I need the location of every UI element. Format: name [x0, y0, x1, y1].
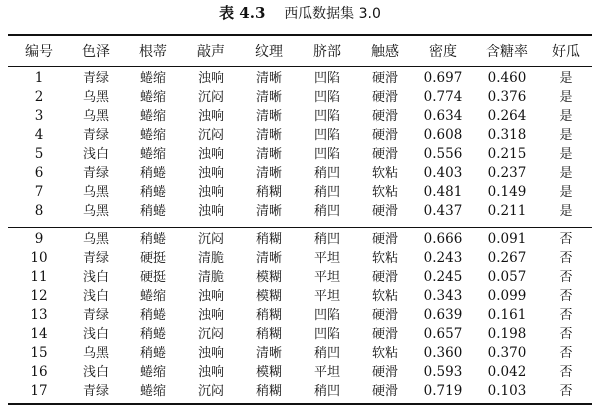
header-rule	[8, 66, 592, 67]
cell-id: 2	[34, 89, 44, 105]
cell-root: 蜷缩	[139, 289, 166, 304]
cell-sugar: 0.318	[487, 127, 527, 143]
cell-navel: 凹陷	[313, 71, 340, 86]
cell-navel: 稍凹	[313, 185, 340, 200]
cell-texture: 稍糊	[255, 308, 282, 323]
cell-color: 青绿	[82, 71, 109, 86]
cell-touch: 软粘	[371, 251, 398, 266]
table-row	[8, 345, 592, 362]
table-row	[8, 307, 592, 324]
cell-touch: 硬滑	[371, 71, 398, 86]
cell-sugar: 0.149	[487, 184, 527, 200]
cell-navel: 凹陷	[313, 327, 340, 342]
cell-sound: 沉闷	[197, 90, 224, 105]
cell-texture: 清晰	[255, 204, 282, 219]
cell-texture: 稍糊	[255, 185, 282, 200]
header-root: 根蒂	[139, 44, 167, 60]
cell-touch: 硬滑	[371, 365, 398, 380]
cell-color: 浅白	[82, 270, 109, 285]
cell-root: 蜷缩	[139, 71, 166, 86]
cell-good-melon: 否	[559, 365, 573, 380]
cell-touch: 软粘	[371, 185, 398, 200]
cell-density: 0.360	[423, 345, 463, 361]
cell-good-melon: 是	[559, 204, 573, 219]
cell-sugar: 0.103	[487, 383, 527, 399]
cell-density: 0.437	[423, 203, 463, 219]
cell-color: 乌黑	[82, 232, 109, 247]
cell-texture: 清晰	[255, 147, 282, 162]
cell-sound: 清脆	[197, 251, 224, 266]
cell-navel: 稍凹	[313, 204, 340, 219]
table-row	[8, 203, 592, 220]
cell-sound: 浊响	[197, 109, 224, 124]
cell-touch: 硬滑	[371, 90, 398, 105]
cell-root: 蜷缩	[139, 128, 166, 143]
cell-texture: 清晰	[255, 251, 282, 266]
cell-density: 0.245	[423, 269, 463, 285]
cell-id: 6	[34, 165, 44, 181]
cell-density: 0.593	[423, 364, 463, 380]
cell-sugar: 0.376	[487, 89, 527, 105]
cell-texture: 稍糊	[255, 384, 282, 399]
cell-texture: 模糊	[255, 270, 282, 285]
cell-sound: 浊响	[197, 147, 224, 162]
cell-root: 蜷缩	[139, 365, 166, 380]
cell-sugar: 0.099	[487, 288, 527, 304]
cell-sugar: 0.370	[487, 345, 527, 361]
cell-good-melon: 是	[559, 71, 573, 86]
cell-sugar: 0.264	[487, 108, 527, 124]
table-row	[8, 89, 592, 106]
top-rule	[8, 34, 592, 36]
cell-navel: 平坦	[313, 251, 340, 266]
header-navel: 脐部	[313, 44, 341, 60]
table-row	[8, 231, 592, 248]
cell-id: 11	[30, 269, 48, 285]
cell-density: 0.243	[423, 250, 463, 266]
cell-id: 9	[34, 231, 44, 247]
cell-color: 乌黑	[82, 109, 109, 124]
table-row	[8, 250, 592, 267]
header-density: 密度	[429, 44, 457, 60]
group-divider-rule	[8, 227, 592, 228]
cell-navel: 凹陷	[313, 147, 340, 162]
cell-sound: 清脆	[197, 270, 224, 285]
cell-navel: 凹陷	[313, 128, 340, 143]
cell-texture: 清晰	[255, 71, 282, 86]
cell-root: 硬挺	[139, 270, 166, 285]
cell-sugar: 0.237	[487, 165, 527, 181]
cell-id: 13	[30, 307, 48, 323]
cell-navel: 稍凹	[313, 232, 340, 247]
cell-root: 稍蜷	[139, 204, 166, 219]
cell-good-melon: 是	[559, 128, 573, 143]
table-title: 西瓜数据集 3.0	[284, 6, 381, 22]
cell-sugar: 0.042	[487, 364, 527, 380]
cell-sugar: 0.198	[487, 326, 527, 342]
table-number: 表 4.3	[219, 4, 266, 22]
bottom-rule	[8, 403, 592, 405]
cell-sound: 沉闷	[197, 384, 224, 399]
cell-color: 浅白	[82, 365, 109, 380]
cell-sound: 浊响	[197, 204, 224, 219]
header-sugar: 含糖率	[486, 44, 528, 60]
cell-root: 蜷缩	[139, 147, 166, 162]
cell-color: 青绿	[82, 251, 109, 266]
header-good-melon: 好瓜	[552, 44, 580, 60]
cell-color: 乌黑	[82, 346, 109, 361]
cell-good-melon: 否	[559, 270, 573, 285]
cell-touch: 软粘	[371, 346, 398, 361]
cell-sugar: 0.091	[487, 231, 527, 247]
cell-density: 0.403	[423, 165, 463, 181]
cell-navel: 平坦	[313, 289, 340, 304]
cell-root: 稍蜷	[139, 327, 166, 342]
cell-navel: 稍凹	[313, 346, 340, 361]
cell-id: 15	[30, 345, 48, 361]
table-caption	[0, 4, 600, 23]
cell-density: 0.481	[423, 184, 463, 200]
cell-good-melon: 否	[559, 384, 573, 399]
cell-touch: 硬滑	[371, 109, 398, 124]
cell-good-melon: 否	[559, 251, 573, 266]
cell-texture: 清晰	[255, 90, 282, 105]
table-header-row	[8, 42, 592, 62]
cell-id: 8	[34, 203, 44, 219]
cell-good-melon: 是	[559, 147, 573, 162]
cell-sound: 浊响	[197, 308, 224, 323]
header-sound: 敲声	[197, 44, 225, 60]
table-row	[8, 108, 592, 125]
cell-texture: 清晰	[255, 109, 282, 124]
cell-color: 青绿	[82, 384, 109, 399]
cell-root: 蜷缩	[139, 90, 166, 105]
cell-touch: 硬滑	[371, 384, 398, 399]
cell-texture: 稍糊	[255, 232, 282, 247]
cell-touch: 硬滑	[371, 128, 398, 143]
cell-sound: 沉闷	[197, 327, 224, 342]
cell-density: 0.666	[423, 231, 463, 247]
cell-color: 乌黑	[82, 90, 109, 105]
table-row	[8, 127, 592, 144]
table-row	[8, 146, 592, 163]
cell-texture: 清晰	[255, 128, 282, 143]
table-row	[8, 326, 592, 343]
cell-id: 17	[30, 383, 48, 399]
header-touch: 触感	[371, 44, 399, 60]
cell-texture: 模糊	[255, 289, 282, 304]
cell-texture: 清晰	[255, 166, 282, 181]
cell-sound: 浊响	[197, 289, 224, 304]
table-row	[8, 165, 592, 182]
cell-good-melon: 否	[559, 308, 573, 323]
cell-color: 青绿	[82, 166, 109, 181]
cell-root: 蜷缩	[139, 109, 166, 124]
cell-sugar: 0.215	[487, 146, 527, 162]
cell-id: 5	[34, 146, 44, 162]
cell-root: 稍蜷	[139, 185, 166, 200]
cell-density: 0.343	[423, 288, 463, 304]
cell-good-melon: 否	[559, 232, 573, 247]
cell-root: 硬挺	[139, 251, 166, 266]
cell-touch: 软粘	[371, 289, 398, 304]
table-row	[8, 364, 592, 381]
cell-density: 0.556	[423, 146, 463, 162]
cell-sound: 浊响	[197, 71, 224, 86]
cell-good-melon: 是	[559, 90, 573, 105]
cell-id: 14	[30, 326, 48, 342]
cell-good-melon: 否	[559, 327, 573, 342]
cell-sound: 浊响	[197, 166, 224, 181]
cell-color: 青绿	[82, 308, 109, 323]
table-row	[8, 70, 592, 87]
cell-sound: 浊响	[197, 346, 224, 361]
cell-good-melon: 是	[559, 166, 573, 181]
cell-navel: 平坦	[313, 365, 340, 380]
cell-density: 0.634	[423, 108, 463, 124]
cell-texture: 模糊	[255, 365, 282, 380]
table-row	[8, 269, 592, 286]
cell-navel: 平坦	[313, 270, 340, 285]
cell-color: 乌黑	[82, 204, 109, 219]
header-id: 编号	[25, 44, 53, 60]
cell-navel: 凹陷	[313, 109, 340, 124]
cell-texture: 清晰	[255, 346, 282, 361]
cell-root: 稍蜷	[139, 166, 166, 181]
cell-root: 稍蜷	[139, 308, 166, 323]
cell-navel: 稍凹	[313, 166, 340, 181]
cell-navel: 稍凹	[313, 384, 340, 399]
cell-id: 4	[34, 127, 44, 143]
cell-color: 浅白	[82, 289, 109, 304]
table-row	[8, 383, 592, 400]
cell-density: 0.639	[423, 307, 463, 323]
cell-id: 16	[30, 364, 48, 380]
cell-density: 0.657	[423, 326, 463, 342]
cell-sugar: 0.460	[487, 70, 527, 86]
cell-id: 1	[34, 70, 44, 86]
cell-color: 青绿	[82, 128, 109, 143]
cell-color: 乌黑	[82, 185, 109, 200]
cell-sugar: 0.161	[487, 307, 527, 323]
cell-navel: 凹陷	[313, 90, 340, 105]
table-row	[8, 288, 592, 305]
table-row	[8, 184, 592, 201]
cell-id: 7	[34, 184, 44, 200]
cell-density: 0.697	[423, 70, 463, 86]
cell-touch: 软粘	[371, 166, 398, 181]
cell-sugar: 0.211	[487, 203, 527, 219]
cell-touch: 硬滑	[371, 232, 398, 247]
cell-density: 0.719	[423, 383, 463, 399]
cell-touch: 硬滑	[371, 147, 398, 162]
cell-sound: 沉闷	[197, 128, 224, 143]
cell-touch: 硬滑	[371, 327, 398, 342]
cell-good-melon: 是	[559, 109, 573, 124]
header-color: 色泽	[82, 44, 110, 60]
cell-good-melon: 否	[559, 346, 573, 361]
cell-touch: 硬滑	[371, 204, 398, 219]
cell-density: 0.608	[423, 127, 463, 143]
cell-sound: 浊响	[197, 365, 224, 380]
cell-id: 12	[30, 288, 48, 304]
cell-density: 0.774	[423, 89, 463, 105]
cell-good-melon: 是	[559, 185, 573, 200]
cell-color: 浅白	[82, 327, 109, 342]
cell-touch: 硬滑	[371, 270, 398, 285]
cell-color: 浅白	[82, 147, 109, 162]
cell-id: 3	[34, 108, 44, 124]
cell-navel: 凹陷	[313, 308, 340, 323]
cell-root: 稍蜷	[139, 346, 166, 361]
cell-texture: 稍糊	[255, 327, 282, 342]
cell-sound: 沉闷	[197, 232, 224, 247]
cell-good-melon: 否	[559, 289, 573, 304]
cell-touch: 硬滑	[371, 308, 398, 323]
cell-sugar: 0.267	[487, 250, 527, 266]
cell-sugar: 0.057	[487, 269, 527, 285]
cell-id: 10	[30, 250, 48, 266]
cell-sound: 浊响	[197, 185, 224, 200]
cell-root: 稍蜷	[139, 232, 166, 247]
cell-root: 蜷缩	[139, 384, 166, 399]
header-texture: 纹理	[255, 44, 283, 60]
